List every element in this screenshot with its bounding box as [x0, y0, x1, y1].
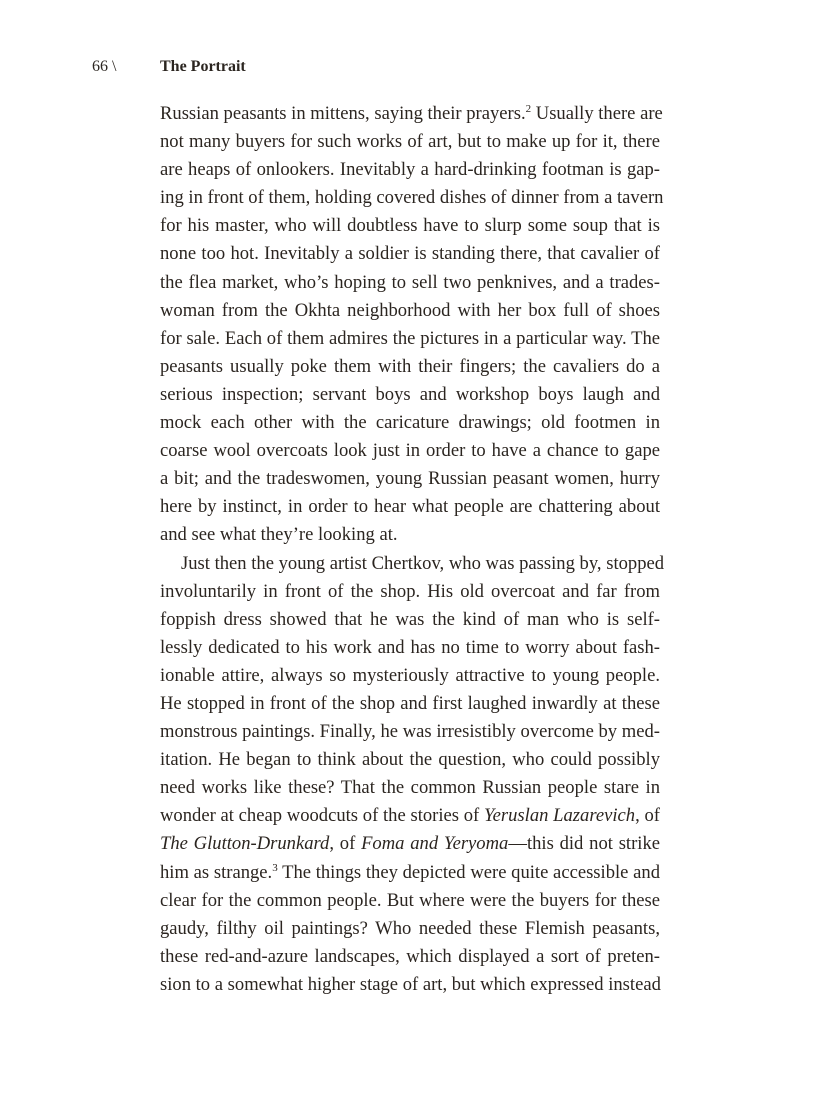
paragraph-2 — [160, 550, 665, 1000]
text-segment: itation. He began to think about the question, who could possibly — [160, 749, 660, 771]
text-segment: peasants usually poke them with their fingers; the cavaliers do a — [160, 355, 660, 377]
text-line — [160, 718, 660, 746]
body-text — [160, 100, 665, 999]
text-segment: , of — [635, 805, 660, 827]
text-line — [160, 830, 660, 858]
text-segment: none too hot. Inevitably a soldier is standing there, that cavalier of — [160, 243, 660, 265]
text-line — [160, 943, 660, 971]
text-segment: Just then the young artist Chertkov, who was passing by, stopped — [181, 552, 665, 574]
text-line — [160, 521, 660, 549]
text-line — [160, 184, 664, 212]
text-line — [160, 409, 660, 437]
text-line — [160, 606, 660, 634]
text-segment: serious inspection; servant boys and workshop boys laugh and — [160, 383, 660, 405]
text-segment: wonder at cheap woodcuts of the stories of — [160, 805, 484, 827]
text-segment: him as strange. — [160, 861, 273, 883]
text-line — [160, 550, 665, 578]
text-line — [160, 578, 660, 606]
text-segment: for sale. Each of them admires the pictures in a particular way. The — [160, 327, 660, 349]
paragraph-1 — [160, 100, 664, 550]
text-line — [160, 859, 660, 887]
text-segment: Usually there are — [531, 103, 663, 124]
chapter-title: The Portrait — [160, 58, 246, 75]
text-segment: foppish dress showed that he was the kind of man who is self- — [160, 608, 660, 630]
text-segment: not many buyers for such works of art, but to make up for it, there — [160, 131, 660, 153]
text-segment: for his master, who will doubtless have to slurp some soup that is — [160, 215, 660, 237]
text-line — [160, 915, 660, 943]
text-line — [160, 746, 660, 774]
text-segment: clear for the common people. But where were the buyers for these — [160, 889, 660, 911]
text-segment: —this did not strike — [508, 833, 661, 855]
text-segment: here by instinct, in order to hear what people are chattering about — [160, 496, 660, 518]
italic-title: Yeruslan Lazarevich — [484, 805, 636, 827]
text-segment: and see what they’re looking at. — [160, 524, 398, 546]
text-line — [160, 325, 660, 353]
text-segment: , of — [329, 833, 362, 855]
text-segment: are heaps of onlookers. Inevitably a hard-drinking footman is gap- — [160, 159, 660, 181]
text-segment: ing in front of them, holding covered dishes of dinner from a tavern — [160, 187, 664, 209]
text-line — [160, 297, 660, 325]
text-segment: ionable attire, always so mysteriously attractive to young people. — [160, 664, 660, 686]
text-line — [160, 690, 660, 718]
text-line — [160, 971, 660, 999]
text-segment: lessly dedicated to his work and has no time to worry about fash- — [160, 636, 660, 658]
text-segment: He stopped in front of the shop and first laughed inwardly at these — [160, 692, 660, 714]
text-segment: gaudy, filthy oil paintings? Who needed these Flemish peasants, — [160, 917, 660, 939]
italic-title: Foma and Yeryoma — [361, 833, 509, 855]
text-segment: woman from the Okhta neighborhood with her box full of shoes — [160, 299, 660, 321]
text-line — [160, 353, 660, 381]
text-line — [160, 493, 660, 521]
text-line — [160, 802, 660, 830]
text-segment: sion to a somewhat higher stage of art, but which expressed instead — [160, 973, 661, 995]
text-line — [160, 774, 660, 802]
text-line — [160, 240, 660, 268]
text-segment: Russian peasants in mittens, saying their prayers. — [160, 103, 526, 124]
text-line — [160, 156, 660, 184]
footnote-marker: 2 — [525, 103, 532, 115]
text-segment: involuntarily in front of the shop. His old overcoat and far from — [160, 580, 660, 602]
text-segment: The things they depicted were quite accessible and — [277, 861, 660, 883]
text-line — [160, 128, 660, 156]
text-line — [160, 887, 660, 915]
text-line — [160, 269, 660, 297]
text-segment: need works like these? That the common Russian people stare in — [160, 777, 660, 799]
text-segment: mock each other with the caricature drawings; old footmen in — [160, 412, 660, 434]
text-segment: coarse wool overcoats look just in order to have a chance to gape — [160, 440, 660, 462]
text-line — [160, 662, 660, 690]
text-segment: the flea market, who’s hoping to sell two penknives, and a trades- — [160, 271, 660, 293]
running-head — [0, 58, 820, 82]
text-segment: monstrous paintings. Finally, he was irresistibly overcome by med- — [160, 721, 660, 743]
text-line — [160, 381, 660, 409]
italic-title: The Glutton-Drunkard — [160, 833, 330, 855]
text-segment: these red-and-azure landscapes, which displayed a sort of preten- — [160, 945, 660, 967]
text-segment: a bit; and the tradeswomen, young Russian peasant women, hurry — [160, 468, 660, 490]
text-line — [160, 634, 660, 662]
footnote-marker: 3 — [272, 861, 278, 874]
text-line — [160, 437, 660, 465]
text-line — [160, 212, 660, 240]
text-line — [160, 465, 660, 493]
text-line — [160, 100, 663, 128]
page-number: 66 \ — [92, 58, 117, 75]
